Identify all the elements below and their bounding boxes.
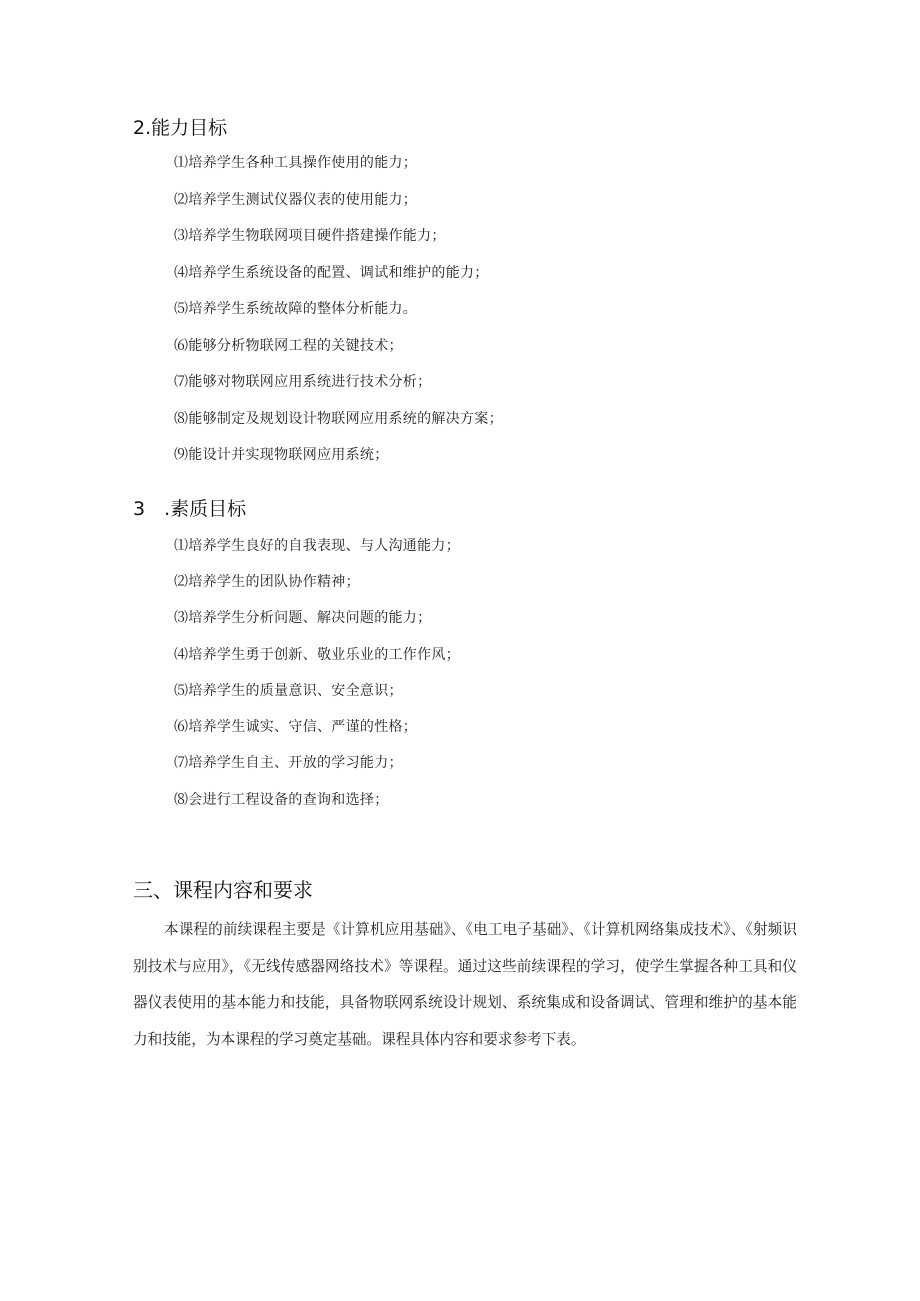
ability-item: ⑺能够对物联网应用系统进行技术分析； (174, 374, 432, 390)
ability-item: ⑷培养学生系统设备的配置、调试和维护的能力； (174, 265, 489, 281)
quality-goals-heading: 3 .素质目标 (133, 498, 247, 520)
ability-goals-heading: 2.能力目标 (133, 117, 228, 139)
ability-item: ⑶培养学生物联网项目硬件搭建操作能力； (174, 228, 446, 244)
course-content-heading: 三、课程内容和要求 (133, 878, 313, 902)
ability-item: ⑹能够分析物联网工程的关键技术； (174, 338, 403, 354)
course-content-paragraph: 本课程的前续课程主要是《计算机应用基础》、《电工电子基础》、《计算机网络集成技术》、《射频识别技术与应用》，《无线传感器网络技术》等课程。通过这些前续课程的学习，使学生掌握各种工具和仪器仪表使用的基本能力和技能，具备物联网系统设计规划、系统集成和设备调试、管理和维护的基本能力和技能，为本课程的学习奠定基础。课程具体内容和要求参考下表。 (133, 921, 797, 1048)
quality-item: ⑹培养学生诚实、守信、严谨的性格； (174, 719, 418, 735)
quality-item: ⑸培养学生的质量意识、安全意识； (174, 683, 403, 699)
quality-item: ⑵培养学生的团队协作精神； (174, 574, 360, 590)
quality-item: ⑶培养学生分析问题、解决问题的能力； (174, 610, 432, 626)
ability-item: ⑼能设计并实现物联网应用系统； (174, 447, 389, 463)
quality-item: ⑻会进行工程设备的查询和选择； (174, 792, 389, 808)
quality-item: ⑴培养学生良好的自我表现、与人沟通能力； (174, 538, 460, 554)
ability-item: ⑻能够制定及规划设计物联网应用系统的解决方案； (174, 411, 503, 427)
quality-item: ⑷培养学生勇于创新、敬业乐业的工作作风； (174, 647, 460, 663)
ability-item: ⑴培养学生各种工具操作使用的能力； (174, 155, 418, 171)
ability-item: ⑵培养学生测试仪器仪表的使用能力； (174, 192, 418, 208)
quality-item: ⑺培养学生自主、开放的学习能力； (174, 755, 403, 771)
ability-item: ⑸培养学生系统故障的整体分析能力。 (174, 301, 418, 317)
